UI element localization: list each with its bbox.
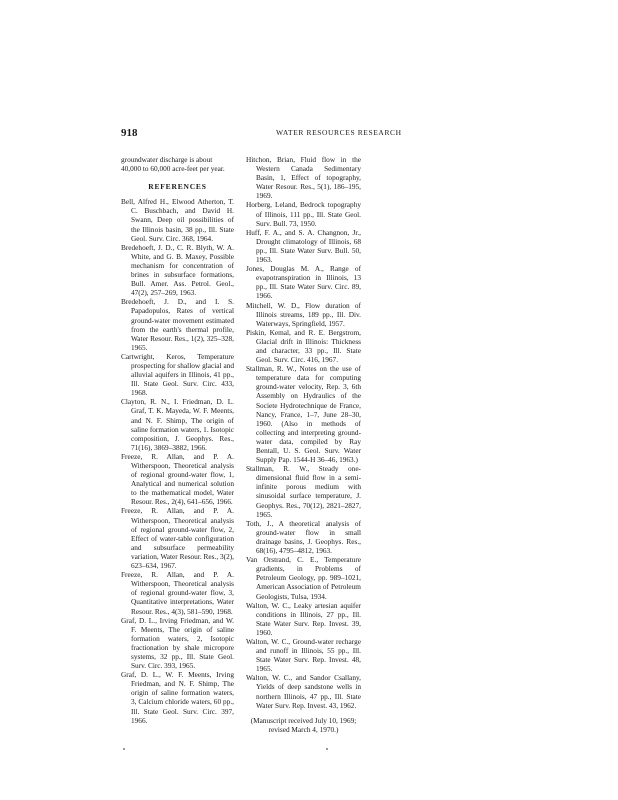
references-heading: REFERENCES xyxy=(148,182,207,192)
manuscript-received: (Manuscript received July 10, 1969; xyxy=(250,715,357,725)
reference-entry: Stallman, R. W., Notes on the use of temperature data for computing ground-water velocity, Rep. 3, 6th Assembly on Hydraulics of the Societe Hydrotechnique de France, Nancy, France, 1–7, June 28–30, 1960. (Also in methods of collecting and interpreting ground-water data, compiled by Ray Bentall, U. S. Geol. Surv. Water Supply Pap. 1544-H 36–46, 1963.) xyxy=(246,364,361,465)
reference-entry: Cartwright, Keros, Temperature prospecting for shallow glacial and alluvial aquifers in Illinois, 41 pp., Ill. State Geol. Surv. Circ. 433, 1968. xyxy=(121,351,234,398)
reference-entry: Hitchon, Brian, Fluid flow in the Western Canada Sedimentary Basin, 1, Effect of topography, Water Resour. Res., 5(1), 186–195, 1969. xyxy=(246,155,361,201)
page-number: 918 xyxy=(121,127,138,139)
reference-entry: Bell, Alfred H., Elwood Atherton, T. C. Buschbach, and David H. Swann, Deep oil possibilities of the Illinois basin, 38 pp., Ill. State Geol. Surv. Circ. 368, 1964. xyxy=(121,197,234,243)
reference-entry: Toth, J., A theoretical analysis of ground-water flow in small drainage basins, J. Geophys. Res., 68(16), 4795–4812, 1963. xyxy=(246,518,361,556)
reference-entry: Piskin, Kemal, and R. E. Bergstrom, Glacial drift in Illinois: Thickness and character, 33 pp., Ill. State Geol. Surv. Circ. 416, 1967. xyxy=(246,327,361,365)
reference-entry: Graf, D. L., W. F. Meents, Irving Friedman, and N. F. Shimp, The origin of saline formation waters, 3, Calcium chloride waters, 60 pp., Ill. State Geol. Surv. Circ. 397, 1966. xyxy=(121,670,234,725)
left-column xyxy=(121,155,234,725)
reference-entry: Bredehoeft, J. D., and I. S. Papadopulos, Rates of vertical ground-water movement estimated from the earth's thermal profile, Water Resour. Res., 1(2), 325–328, 1965. xyxy=(121,297,234,352)
reference-entry: Stallman, R. W., Steady one-dimensional fluid flow in a semi-infinite porous medium with sinusoidal surface temperature, J. Geophys. Res., 70(12), 2821–2827, 1965. xyxy=(246,464,361,519)
reference-entry: Walton, W. C., Ground-water recharge and runoff in Illinois, 55 pp., Ill. State Water Surv. Rep. Invest. 48, 1965. xyxy=(246,636,361,674)
running-head: WATER RESOURCES RESEARCH xyxy=(276,128,402,137)
reference-entry: Jones, Douglas M. A., Range of evapotranspiration in Illinois, 13 pp., Ill. State Water Surv. Circ. 89, 1966. xyxy=(246,264,361,301)
reference-entry: Bredehoeft, J. D., C. R. Blyth, W. A. White, and G. B. Maxey, Possible mechanism for concentration of brines in subsurface formations, Bull. Amer. Ass. Petrol. Geol., 47(2), 257–269, 1963. xyxy=(121,242,234,298)
left-reference-list xyxy=(121,197,234,724)
reference-entry: Clayton, R. N., I. Friedman, D. L. Graf, T. K. Mayeda, W. F. Meents, and N. F. Shimp, The origin of saline formation waters, 1. Isotopic composition, J. Geophys. Res., 71(16), 3869–3882, 1966. xyxy=(121,397,234,452)
scan-speck xyxy=(326,748,328,750)
right-column xyxy=(246,155,361,734)
manuscript-note xyxy=(246,716,361,734)
manuscript-revised: revised March 4, 1970.) xyxy=(268,724,339,734)
reference-entry: Freeze, R. Allan, and P. A. Witherspoon, Theoretical analysis of regional ground-water flow, 3, Quantitative interpretations, Water Resour. Res., 4(3), 581–590, 1968. xyxy=(121,570,234,616)
reference-entry: Freeze, R. Allan, and P. A. Witherspoon, Theoretical analysis of regional ground-water flow, 1, Analytical and numerical solution to the mathematical model, Water Resour. Res., 2(4), 641–656, 1966. xyxy=(121,451,234,507)
reference-entry: Graf, D. L., Irving Friedman, and W. F. Meents, The origin of saline formation waters, 2, Isotopic fractionation by shale micropore systems, 32 pp., Ill. State Geol. Surv. Circ. 393, 1965. xyxy=(121,615,234,671)
scan-speck xyxy=(123,748,125,750)
reference-entry: Walton, W. C., and Sandor Csallany, Yields of deep sandstone wells in northern Illinois, 47 pp., Ill. State Water Surv. Rep. Invest. 43, 1962. xyxy=(246,673,361,710)
reference-entry: Freeze, R. Allan, and P. A. Witherspoon, Theoretical analysis of regional ground-water flow, 2, Effect of water-table configuration and subsurface permeability variation, Water Resour. Res., 3(2), 623–634, 1967. xyxy=(121,506,234,571)
reference-entry: Van Orstrand, C. E., Temperature gradients, in Problems of Petroleum Geology, pp. 989–1021, American Association of Petroleum Geologists, Tulsa, 1934. xyxy=(246,555,361,601)
reference-entry: Horberg, Leland, Bedrock topography of Illinois, 111 pp., Ill. State Geol. Surv. Bull. 73, 1950. xyxy=(246,200,361,228)
reference-entry: Walton, W. C., Leaky artesian aquifer conditions in Illinois, 27 pp., Ill. State Water Surv. Rep. Invest. 39, 1960. xyxy=(246,600,361,637)
reference-entry: Mitchell, W. D., Flow duration of Illinois streams, 189 pp., Ill. Div. Waterways, Springfield, 1957. xyxy=(246,300,361,328)
intro-text: groundwater discharge is about 40,000 to 60,000 acre-feet per year. xyxy=(121,155,225,174)
reference-entry: Huff, F. A., and S. A. Changnon, Jr., Drought climatology of Illinois, 68 pp., Ill. State Water Surv. Bull. 50, 1963. xyxy=(246,227,361,265)
right-reference-list xyxy=(246,155,361,710)
page-header xyxy=(0,127,618,143)
